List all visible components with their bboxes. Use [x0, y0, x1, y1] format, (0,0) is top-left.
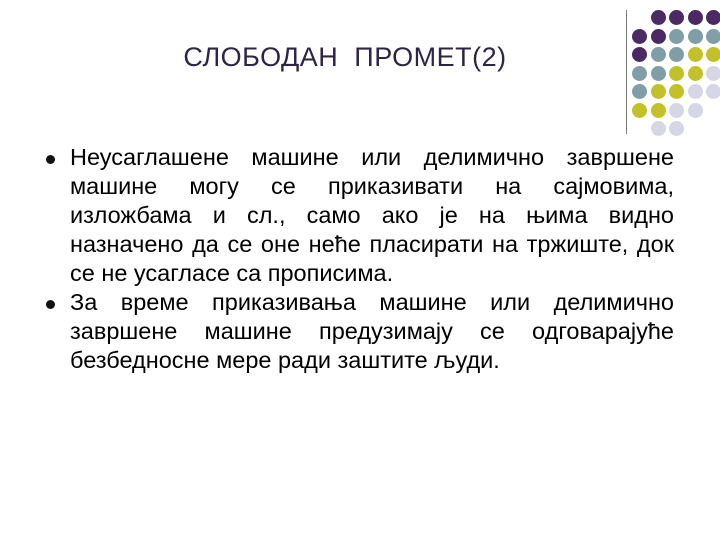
decorative-dot [706, 10, 720, 25]
bullet-text: За време приказивања машине или делимично завршене машине предузимају се одговарајуће безбедносне мере ради заштите људи. [70, 289, 674, 373]
decorative-dot [669, 47, 684, 62]
decorative-dot [632, 66, 647, 81]
decorative-dot [632, 84, 647, 99]
decorative-dot [632, 29, 647, 44]
decorative-dot [669, 121, 684, 136]
decorative-dot [688, 66, 703, 81]
decorative-dot [669, 66, 684, 81]
decorative-dot [706, 84, 720, 99]
decorative-dot [688, 29, 703, 44]
decorative-dot [651, 29, 666, 44]
decorative-dot [706, 66, 720, 81]
decorative-dot [632, 103, 647, 118]
decorative-dot [706, 47, 720, 62]
bullet-dot-icon [46, 300, 55, 309]
decorative-dot [688, 10, 703, 25]
bullet-item [44, 143, 674, 288]
bullet-text: Неусаглашене машине или делимично завршене машине могу се приказивати на сајмовима, изложбама и сл., само ако је на њима видно назначено да се оне неће пласирати на тржиште, док се не усагласе са прописима. [70, 144, 674, 286]
decorative-dot [651, 66, 666, 81]
decorative-dot [651, 103, 666, 118]
decorative-dot [688, 84, 703, 99]
decorative-dot [651, 121, 666, 136]
decorative-dot [651, 84, 666, 99]
decorative-dot [669, 10, 684, 25]
decorative-dot-grid [0, 0, 720, 140]
decorative-dot [688, 47, 703, 62]
bullet-item [44, 288, 674, 375]
decorative-dot [669, 29, 684, 44]
decorative-dot [632, 47, 647, 62]
bullet-dot-icon [46, 155, 55, 164]
decorative-dot [669, 84, 684, 99]
decorative-dot [669, 103, 684, 118]
slide-title: СЛОБОДАН ПРОМЕТ(2) [183, 42, 507, 72]
bullet-list [44, 143, 674, 375]
decorative-dot [688, 103, 703, 118]
decorative-dot [651, 10, 666, 25]
decorative-dot [651, 47, 666, 62]
decorative-dot [706, 29, 720, 44]
